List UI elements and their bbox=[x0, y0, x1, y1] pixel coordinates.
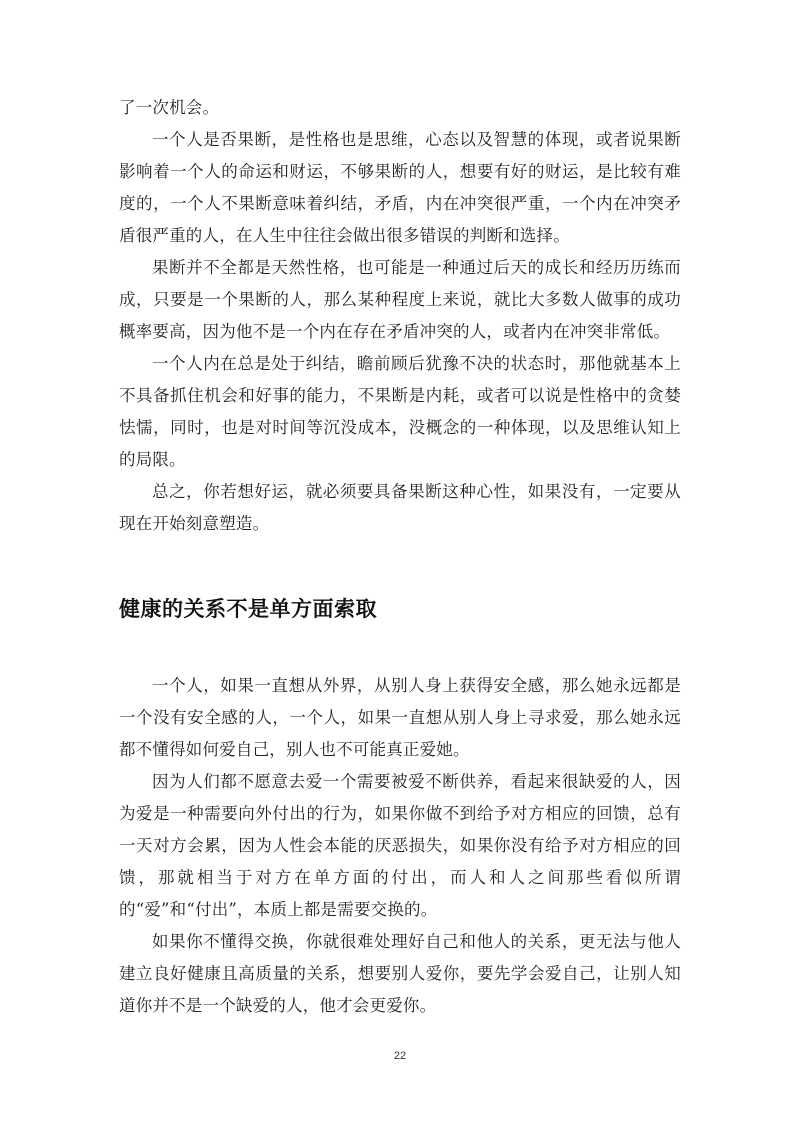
paragraph: 因为人们都不愿意去爱一个需要被爱不断供养，看起来很缺爱的人，因为爱是一种需要向外付出的行为，如果你做不到给予对方相应的回馈，总有一天对方会累，因为人性会本能的厌恶损失，如果你没有给予对方相应的回馈，那就相当于对方在单方面的付出，而人和人之间那些看似所谓的“爱”和“付出”，本质上都是需要交换的。 bbox=[119, 772, 681, 919]
section-healthy-relationships bbox=[119, 670, 681, 1022]
page-number: 22 bbox=[393, 1050, 407, 1062]
paragraph: 一个人，如果一直想从外界，从别人身上获得安全感，那么她永远都是一个没有安全感的人，一个人，如果一直想从别人身上寻求爱，那么她永远都不懂得如何爱自己，别人也不可能真正爱她。 bbox=[119, 676, 681, 759]
section-heading: 健康的关系不是单方面索取 bbox=[119, 597, 377, 621]
paragraph: 如果你不懂得交换，你就很难处理好自己和他人的关系，更无法与他人建立良好健康且高质量的关系，想要别人爱你，要先学会爱自己，让别人知道你并不是一个缺爱的人，他才会更爱你。 bbox=[119, 932, 681, 1015]
paragraph: 总之，你若想好运，就必须要具备果断这种心性，如果没有，一定要从现在开始刻意塑造。 bbox=[119, 482, 681, 533]
paragraph: 果断并不全都是天然性格，也可能是一种通过后天的成长和经历历练而成，只要是一个果断的人，那么某种程度上来说，就比大多数人做事的成功概率要高，因为他不是一个内在存在矛盾冲突的人，或者内在冲突非常低。 bbox=[119, 258, 681, 341]
paragraph-continuation: 了一次机会。 bbox=[119, 98, 220, 117]
paragraph: 一个人是否果断，是性格也是思维，心态以及智慧的体现，或者说果断影响着一个人的命运和财运，不够果断的人，想要有好的财运，是比较有难度的，一个人不果断意味着纠结，矛盾，内在冲突很严重，一个内在冲突矛盾很严重的人，在人生中往往会做出很多错误的判断和选择。 bbox=[119, 130, 681, 245]
page-content bbox=[119, 92, 681, 1022]
paragraph: 一个人内在总是处于纠结，瞻前顾后犹豫不决的状态时，那他就基本上不具备抓住机会和好事的能力，不果断是内耗，或者可以说是性格中的贪婪怯懦，同时，也是对时间等沉没成本，没概念的一种体现，以及思维认知上的局限。 bbox=[119, 354, 681, 469]
section-decisiveness bbox=[119, 92, 681, 540]
